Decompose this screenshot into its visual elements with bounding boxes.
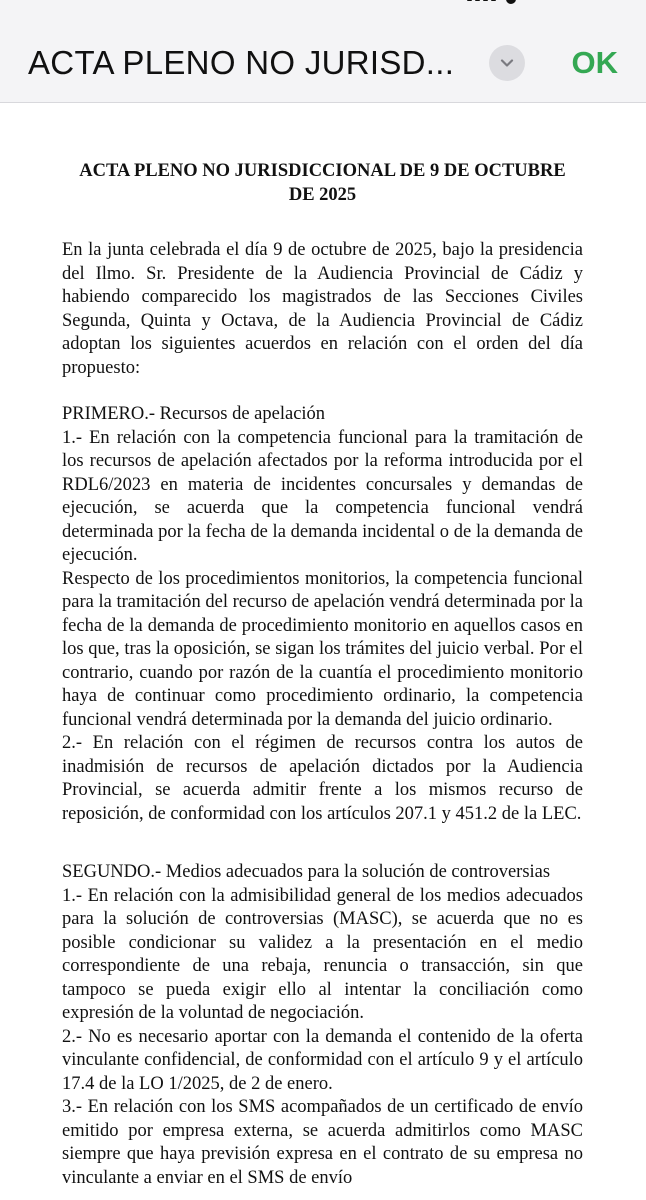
ok-button[interactable]: OK bbox=[572, 42, 619, 84]
segundo-paragraph-3: 3.- En relación con los SMS acompañados de un certificado de envío emitido por empresa externa, se acuerda admitirlos como MASC siempre que haya previsión expresa en el contrato de su empresa no vinculante a enviar en el SMS de envío bbox=[62, 1097, 583, 1188]
primero-paragraph-3: 2.- En relación con el régimen de recursos contra los autos de inadmisión de recursos de apelación dictados por la Audiencia Provincial, se acuerda admitir frente a los mismos recurso de reposición, de conformidad con los artículos 207.1 y 451.2 de la LEC. bbox=[62, 733, 583, 824]
document-page bbox=[62, 160, 583, 1190]
title-menu-button[interactable] bbox=[489, 45, 525, 81]
primero-paragraph-2: Respecto de los procedimientos monitorios, la competencia funcional para la tramitación del recurso de apelación vendrá determinada por la fecha de la demanda de procedimiento monitorio en aquellos casos en los que, tras la oposición, se sigan los trámites del juicio verbal. Por el contrario, cuando por razón de la cuantía el procedimiento monitorio haya de continuar como procedimiento ordinario, la competencia funcional vendrá determinada por la demanda del juicio ordinario. bbox=[62, 568, 583, 730]
document-title: ACTA PLENO NO JURISDICCIONAL DE 9 DE OCTUBRE DE 2025 bbox=[79, 161, 566, 205]
signal-icon bbox=[467, 0, 496, 1]
primero-paragraph-1: 1.- En relación con la competencia funcional para la tramitación de los recursos de apelación afectados por la reforma introducida por el RDL6/2023 en materia de incidentes concursales y demandas de ejecución, se acuerda que la competencia funcional vendrá determinada por la fecha de la demanda incidental o de la demanda de ejecución. bbox=[62, 427, 583, 565]
wifi-icon bbox=[506, 0, 516, 4]
nav-title: ACTA PLENO NO JURISD... bbox=[28, 44, 455, 81]
segundo-paragraph-1: 1.- En relación con la admisibilidad general de los medios adecuados para la solución de controversias (MASC), se acuerda que no es posible condicionar su validez a la presentación en el medio correspondiente de una rebaja, renuncia o transacción, sin que tampoco se pueda exigir ello al intentar la conciliación como expresión de la voluntad de negociación. bbox=[62, 885, 583, 1023]
chevron-down-icon bbox=[499, 55, 515, 71]
intro-paragraph: En la junta celebrada el día 9 de octubre de 2025, bajo la presidencia del Ilmo. Sr. Presidente de la Audiencia Provincial de Cádiz y habiendo comparecido los magistrados de las Secciones Civiles Segunda, Quinta y Octava, de la Audiencia Provincial de Cádiz adoptan los siguientes acuerdos en relación con el orden del día propuesto: bbox=[62, 240, 583, 378]
nav-bar bbox=[0, 22, 646, 103]
status-bar bbox=[0, 0, 646, 22]
section-primero-heading: PRIMERO.- Recursos de apelación bbox=[62, 404, 326, 424]
section-segundo-heading: SEGUNDO.- Medios adecuados para la solución de controversias bbox=[62, 862, 551, 882]
segundo-paragraph-2: 2.- No es necesario aportar con la demanda el contenido de la oferta vinculante confidencial, de conformidad con el artículo 9 y el artículo 17.4 de la LO 1/2025, de 2 de enero. bbox=[62, 1026, 583, 1094]
